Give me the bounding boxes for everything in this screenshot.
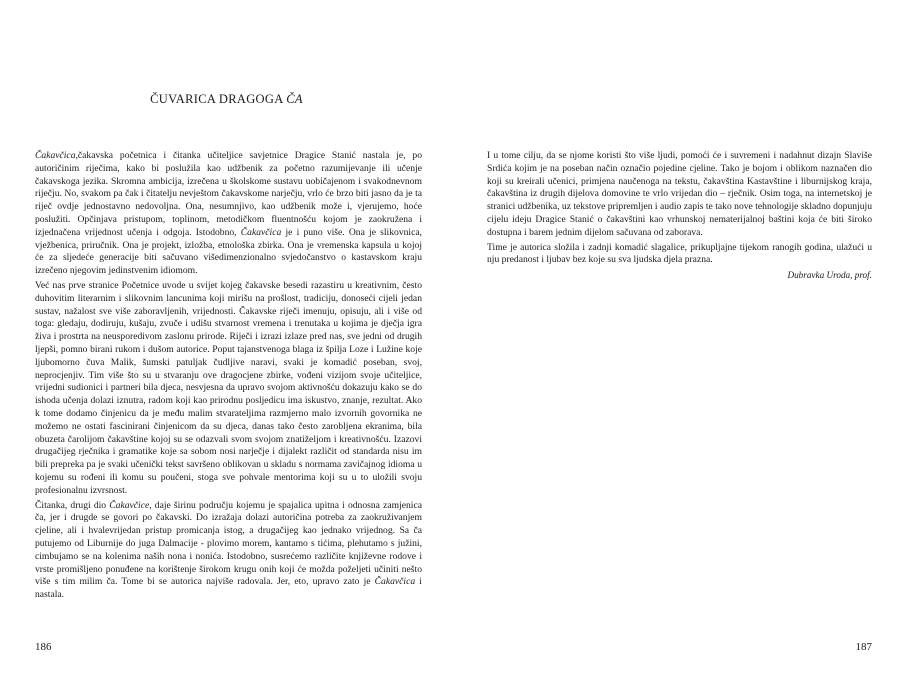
italic-text: Čakavčica [240, 226, 282, 238]
page-number-left: 186 [35, 641, 52, 653]
body-paragraph [487, 242, 872, 268]
italic-text: Čakavčice [109, 499, 150, 511]
body-paragraph [35, 150, 422, 278]
right-page-paragraphs [487, 150, 872, 267]
text-run: I u tome cilju, da se njome koristi što više ljudi, pomoći će i suvremeni i nadahnut dizajn Slaviše Srdića kojim je na poseban način označio pojedine cjeline. Tako je bojom i oblikom naznačen dio koji su kreirali učenici, primjena naučenoga na tekstu, čakavština Kastavštine i liburnijskog kraja, čakavština iz drugih dijelova domovine te vrlo vrijedan dio – rječnik. Osim toga, na internetskoj je stranici udžbenika, uz tekstove pripremljen i audio zapis te tako nove tehnologije skladno dopunjuju cijelu ideju Dragice Stanić o čakavštini kao vrhunskoj nematerijalnoj baštini koja će biti široko dostupna i barem jednim dijelom sačuvana od zaborava. [487, 150, 872, 238]
italic-text: Čakavčica [374, 576, 416, 588]
right-page [454, 0, 907, 680]
chapter-title-text: ČUVARICA DRAGOGA [150, 92, 287, 106]
chapter-title [60, 92, 393, 107]
author-signature: Dubravka Uroda, prof. [787, 270, 872, 281]
italic-text: Čakavčica [35, 150, 76, 161]
page-number-right: 187 [855, 641, 872, 653]
text-run: Već nas prve stranice Početnice uvode u svijet kojeg čakavske besedi razastiru u kreativnim, često duhovitim literarnim i slikovnim lancunima koji mirišu na prošlost, tradiciju, donoseći cijeli jedan sustav, nažalost sve više zaboravljenih, vrijednosti. Čakavske riječi imenuju, opisuju, ali i više od toga: gledaju, dodiruju, kušaju, zvuče i udišu stvarnost vremena i trenutaka u kojima je dječja igra živa i prostrta na neusporedivom zaslonu prirode. Riječi i izrazi izlaze pred nas, sve jedni od drugih ljepši, pomno birani rukom i dušom autorice. Poput tajanstvenoga blaga iz špilja Loze i Lužine koje ljubomorno čuva Malik, šumski patuljak čudljive naravi, svaki je komadić poseban, svoj, neprocjenjiv. Tim više što su u stvaranju ove dragocjene zbirke, vođeni vizijom svoje učiteljice, vrijedni sudionici i partneri bila djeca, nesvjesna da upravo svojom aktivnošću dokazuju kako se do ishoda učenja dolazi iznutra, radom koji kao prirodnu posljedicu ima iskustvo, znanje, rezultat. Ako k tome dodamo činjenicu da je među malim stvarateljima razmjerno malo izvornih govornika ne možemo ne ostati fascinirani činjenicom da su djeca, danas tako često zarobljena ekranima, bila obuzeta čarolijom čakavštine kojoj su se odazvali svom svojom znatiželjom i kreativnošću. Izazovi drugačijeg rječnika i gramatike koje sa sobom nosi narječje i dijalekt različit od standarda nisu im bili prepreka pa je svaki učenički tekst savršeno oblikovan u skladu s normama zavičajnog idioma u kojemu su rođeni ili komu su poučeni, stoga sve pohvale mentorima koji su u to uložili svoju profesionalnu izvrsnost. [35, 279, 422, 496]
text-run: i nastala. [35, 576, 422, 601]
body-paragraph [35, 280, 422, 498]
left-page-body [35, 150, 422, 602]
text-run: Time je autorica složila i zadnji komadić slagalice, prikupljajne tijekom ranogih godina, ulažući u nju predanost i ljubav bez koje su sva ljudska djela prazna. [487, 241, 872, 266]
text-run: ,čakavska početnica i čitanka učiteljice savjetnice Dragice Stanić nastala je, po autoričinim riječima, kako bi poslužila kao udžbenik za početno razumijevanje ili učenje čakavskoga jezika. Skromna ambicija, izrečena u školskome sustavu uobičajenom i svakodnevnom riječju. No, svakom pa čak i čitatelju nevještom čakavskome narječju, vrlo će brzo biti jasno da je ta riječ ovdje jednostavno nedovoljna. Ona, nesumnjivo, kao udžbenik može i, vjerujemo, hoće poslužiti. Opčinjava pristupom, toplinom, metodičkom fluentnošću kojom je zaokružena i izjednačena vrijednost učenja i odgoja. Istodobno, [35, 150, 422, 238]
text-run: , daje širinu području kojemu je spajalica upitna i odnosna zamjenica ča, jer i drugde se govori po čakavski. Do izražaja dolazi autoričina potreba za zaokruživanjem cjeline, ali i hvalevrijedan pristup promicanja istog, a drugačijeg kao jednako vrijednog. Sa ča putujemo od Liburnije do juga Dalmacije - plovimo morem, kantamo s tićima, plehutamo s južini, cimbujamo se na kolenima naših nona i nonića. Istodobno, susrećemo različite književne rodove i vrste promišljeno ponuđene na korištenje širokom krugu onih koji će možda poželjeti učiniti nešto više s tim milim ča. Tome bi se autorica najviše radovala. Jer, eto, upravo zato je [35, 499, 422, 588]
chapter-title-italic: ČA [286, 92, 303, 106]
body-paragraph [487, 150, 872, 240]
text-run: je i puno više. Ona je slikovnica, vježbenica, priručnik. Ona je projekt, izložba, etnološka zbirka. Ona je vremenska kapsula u kojoj će za sljedeće generacije biti sačuvano višedimenzionalno svjedočanstvo o kastavskom kraju izrečeno njegovim jedinstvenim idiomom. [35, 226, 422, 277]
right-page-body [487, 150, 872, 282]
left-page [0, 0, 453, 680]
body-paragraph [35, 500, 422, 602]
text-run: Čitanka, drugi dio [35, 499, 110, 511]
